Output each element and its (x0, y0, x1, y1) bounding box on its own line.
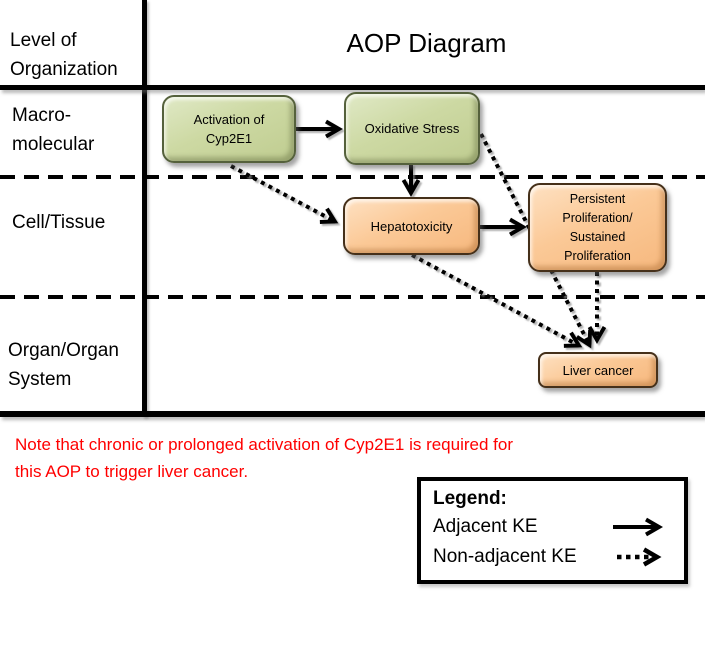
non-adjacent-ke-dotted-arrow-icon (610, 546, 668, 568)
row-label-cell-tissue: Cell/Tissue (12, 212, 106, 233)
node-liver-cancer: Liver cancer (538, 352, 658, 388)
adjacent-ke-solid-arrow-icon (610, 516, 668, 538)
node-persistent-proliferation: Persistent Proliferation/ Sustained Proliferation (528, 183, 667, 272)
note-line-2: this AOP to trigger liver cancer. (15, 462, 249, 481)
legend-item-adjacent-ke (433, 512, 672, 542)
node-activation-of-cyp2e1: Activation of Cyp2E1 (162, 95, 296, 163)
row-label-macromolecular: Macro-molecular (12, 105, 95, 155)
note-line-1: Note that chronic or prolonged activation of Cyp2E1 is required for (15, 435, 513, 454)
edge-cyp2e1-to-hepatotoxicity-dotted-arrow (231, 166, 334, 221)
legend-label-non-adjacent-ke: Non-adjacent KE (433, 546, 577, 567)
row-label-organ-system: Organ/Organ System (8, 340, 119, 390)
legend-box (417, 477, 688, 584)
diagram-title: AOP Diagram (346, 28, 507, 58)
legend-title: Legend: (433, 488, 507, 509)
node-oxidative-stress: Oxidative Stress (344, 92, 480, 165)
legend-item-non-adjacent-ke (433, 542, 672, 572)
level-of-organization-header: Level of Organization (10, 30, 118, 80)
legend-label-adjacent-ke: Adjacent KE (433, 516, 538, 537)
node-hepatotoxicity: Hepatotoxicity (343, 197, 480, 255)
